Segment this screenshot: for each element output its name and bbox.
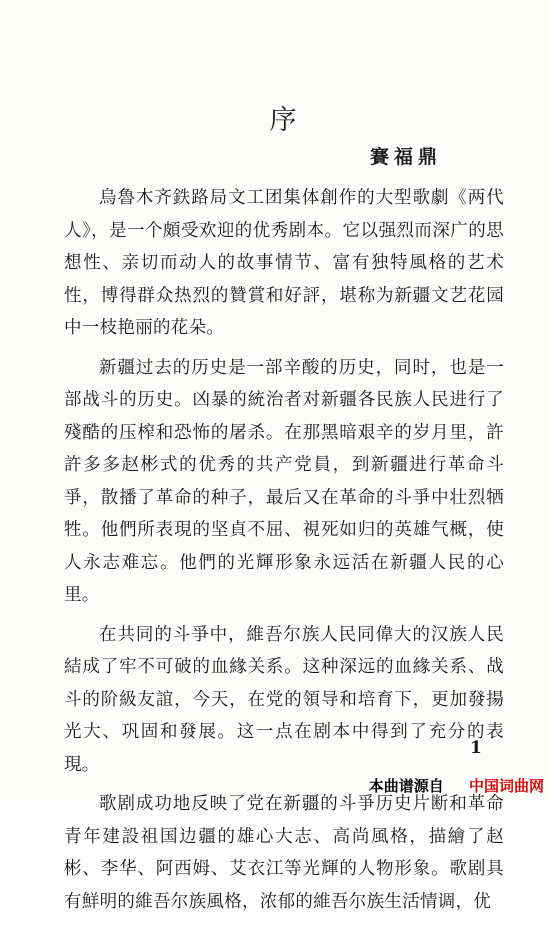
source-watermark	[369, 775, 544, 796]
body-text	[64, 182, 504, 925]
site-name: 中国词曲网	[468, 777, 544, 795]
source-label: 本曲谱源自	[368, 777, 444, 795]
paragraph-1: 烏魯木齐鉄路局文工团集体創作的大型歌劇《两代人》，是一个頗受欢迎的优秀剧本。它以强烈而深广的思想性、亲切而动人的故事情节、富有独特風格的艺术性，博得群众热烈的贊賞和好評，堪称为新疆文艺花园中一枝艳丽的花朵。	[64, 188, 504, 338]
paragraph-4: 歌剧成功地反映了党在新疆的斗爭历史片断和革命青年建設祖国边疆的雄心大志、高尚風格，描繪了赵彬、李华、阿西姆、艾衣江等光輝的人物形象。歌剧具有鮮明的維吾尔族風格，浓郁的維吾尔族生活情调，优	[64, 794, 504, 912]
paragraph-3: 在共同的斗爭中，維吾尔族人民同偉大的汉族人民結成了牢不可破的血緣关系。这种深远的血緣关系、战斗的阶級友誼，今天，在党的領导和培育下，更加發揚光大、巩固和發展。这一点在剧本中得到了充分的表現。	[64, 624, 504, 775]
paragraph-2: 新疆过去的历史是一部辛酸的历史，同时，也是一部战斗的历史。凶暴的統治者对新疆各民族人民进行了殘酷的压榨和恐怖的屠杀。在那黑暗艰辛的岁月里，許許多多赵彬式的优秀的共产党員，到新疆进行革命斗爭，散播了革命的种子，最后又在革命的斗爭中壮烈牺牲。他們所表現的坚貞不屈、視死如归的英雄气概，使人永志难忘。他們的光輝形象永远活在新疆人民的心里。	[64, 357, 504, 605]
page-number: 1	[470, 738, 482, 758]
author-name: 賽福鼎	[369, 146, 442, 168]
page-title: 序	[269, 105, 299, 136]
